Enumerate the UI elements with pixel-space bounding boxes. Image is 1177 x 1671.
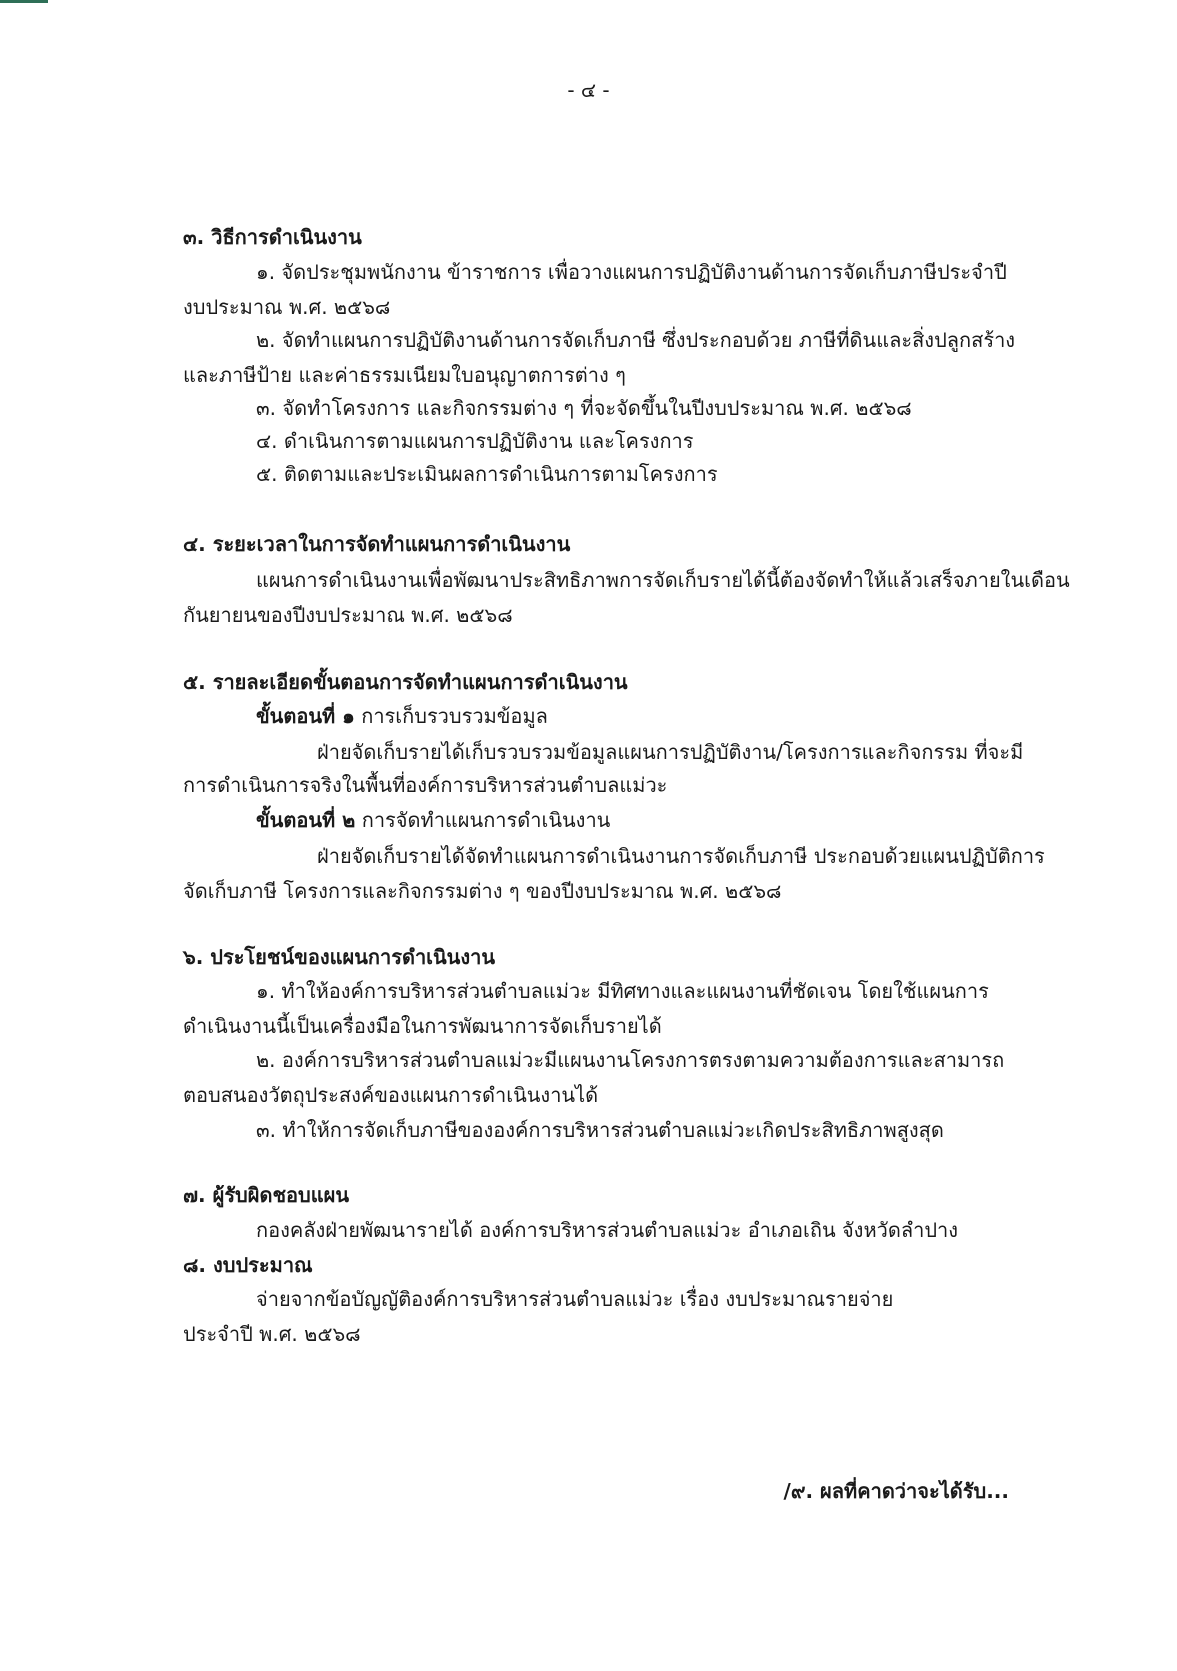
step-1-title: ขั้นตอนที่ ๑ การเก็บรวบรวมข้อมูล (256, 704, 548, 728)
section-4-heading: ๔. ระยะเวลาในการจัดทำแผนการดำเนินงาน (183, 532, 571, 556)
section-8-heading: ๘. งบประมาณ (183, 1253, 313, 1277)
section-5-heading: ๕. รายละเอียดขั้นตอนการจัดทำแผนการดำเนินงาน (183, 670, 628, 694)
step-1-label: ขั้นตอนที่ ๑ (256, 704, 355, 728)
section-3-item-2: ๒. จัดทำแผนการปฏิบัติงานด้านการจัดเก็บภาษี ซึ่งประกอบด้วย ภาษีที่ดินและสิ่งปลูกสร้าง (256, 328, 1016, 352)
section-3-item-4: ๔. ดำเนินการตามแผนการปฏิบัติงาน และโครงการ (256, 429, 694, 453)
step-1-desc-cont: การดำเนินการจริงในพื้นที่องค์การบริหารส่วนตำบลแม่วะ (183, 773, 668, 797)
section-6-item-2-cont: ตอบสนองวัตถุประสงค์ของแผนการดำเนินงานได้ (183, 1083, 599, 1107)
section-7-para: กองคลังฝ่ายพัฒนารายได้ องค์การบริหารส่วนตำบลแม่วะ อำเภอเถิน จังหวัดลำปาง (256, 1218, 959, 1242)
section-3-item-2-cont: และภาษีป้าย และค่าธรรมเนียมใบอนุญาตการต่าง ๆ (183, 363, 626, 387)
step-2-desc-cont: จัดเก็บภาษี โครงการและกิจกรรมต่าง ๆ ของปีงบประมาณ พ.ศ. ๒๕๖๘ (183, 879, 782, 903)
section-8-para: จ่ายจากข้อบัญญัติองค์การบริหารส่วนตำบลแม่วะ เรื่อง งบประมาณรายจ่าย (256, 1287, 894, 1311)
step-2-desc: ฝ่ายจัดเก็บรายได้จัดทำแผนการดำเนินงานการจัดเก็บภาษี ประกอบด้วยแผนปฏิบัติการ (317, 844, 1045, 868)
page-number: - ๔ - (567, 78, 610, 102)
section-3-item-3: ๓. จัดทำโครงการ และกิจกรรมต่าง ๆ ที่จะจัดขึ้นในปีงบประมาณ พ.ศ. ๒๕๖๘ (256, 396, 912, 420)
section-7-heading: ๗. ผู้รับผิดชอบแผน (183, 1183, 350, 1207)
section-4-para-cont: กันยายนของปีงบประมาณ พ.ศ. ๒๕๖๘ (183, 603, 513, 627)
section-3-item-1-cont: งบประมาณ พ.ศ. ๒๕๖๘ (183, 295, 391, 319)
section-3-heading: ๓. วิธีการดำเนินงาน (183, 225, 362, 249)
section-6-heading: ๖. ประโยชน์ของแผนการดำเนินงาน (183, 945, 496, 969)
section-6-item-2: ๒. องค์การบริหารส่วนตำบลแม่วะมีแผนงานโครงการตรงตามความต้องการและสามารถ (256, 1048, 1005, 1072)
section-3-item-5: ๕. ติดตามและประเมินผลการดำเนินการตามโครงการ (256, 462, 718, 486)
step-1-desc: ฝ่ายจัดเก็บรายได้เก็บรวบรวมข้อมูลแผนการปฏิบัติงาน/โครงการและกิจกรรม ที่จะมี (317, 740, 1024, 764)
continuation-note: /๙. ผลที่คาดว่าจะได้รับ... (783, 1479, 1009, 1503)
step-2-label: ขั้นตอนที่ ๒ (256, 808, 356, 832)
section-3-item-1: ๑. จัดประชุมพนักงาน ข้าราชการ เพื่อวางแผนการปฏิบัติงานด้านการจัดเก็บภาษีประจำปี (256, 260, 1007, 284)
section-6-item-3: ๓. ทำให้การจัดเก็บภาษีขององค์การบริหารส่วนตำบลแม่วะเกิดประสิทธิภาพสูงสุด (256, 1118, 944, 1142)
section-6-item-1-cont: ดำเนินงานนี้เป็นเครื่องมือในการพัฒนาการจัดเก็บรายได้ (183, 1014, 662, 1038)
scan-edge-mark (0, 0, 48, 3)
section-6-item-1: ๑. ทำให้องค์การบริหารส่วนตำบลแม่วะ มีทิศทางและแผนงานที่ชัดเจน โดยใช้แผนการ (256, 979, 989, 1003)
section-4-para: แผนการดำเนินงานเพื่อพัฒนาประสิทธิภาพการจัดเก็บรายได้นี้ต้องจัดทำให้แล้วเสร็จภายในเดือน (256, 568, 1070, 592)
step-2-title: ขั้นตอนที่ ๒ การจัดทำแผนการดำเนินงาน (256, 808, 611, 832)
section-8-para-cont: ประจำปี พ.ศ. ๒๕๖๘ (183, 1322, 361, 1346)
